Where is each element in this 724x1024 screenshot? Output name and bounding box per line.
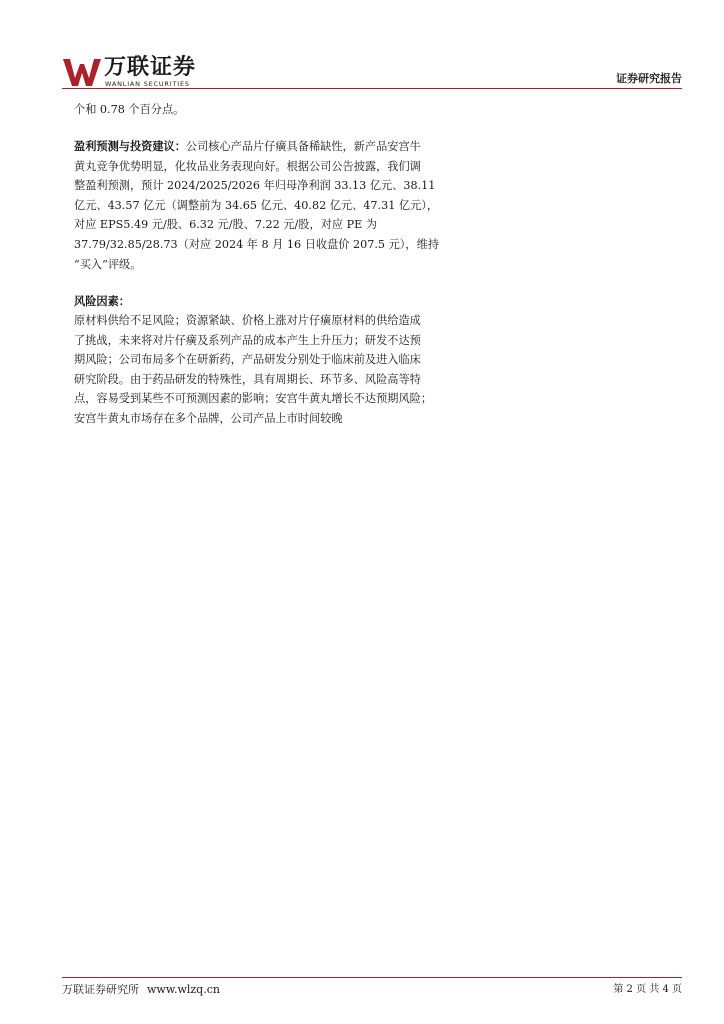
text-line: 安宫牛黄丸市场存在多个品牌，公司产品上市时间较晚	[74, 411, 343, 425]
text-line: 研究阶段。由于药品研发的特殊性，具有周期长、环节多、风险高等特	[74, 372, 421, 386]
footer-website-link[interactable]: www.wlzq.cn	[147, 983, 220, 996]
intro-paragraph	[74, 100, 392, 120]
text-line: 了挑战，未来将对片仔癀及系列产品的成本产生上升压力；研发不达预	[74, 333, 421, 347]
text-line: 期风险；公司布局多个在研新药，产品研发分别处于临床前及进入临床	[74, 353, 421, 367]
text-line: “买入”评级。	[74, 257, 142, 271]
text-line: 个和 0.78 个百分点。	[74, 103, 185, 116]
text-line: 37.79/32.85/28.73（对应 2024 年 8 月 16 日收盘价 207.5 元），维持	[74, 237, 439, 251]
footer-source	[62, 983, 220, 997]
wanlian-logo-icon	[62, 56, 102, 88]
footer-institute: 万联证券研究所	[62, 983, 139, 996]
text-line: 亿元、43.57 亿元（调整前为 34.65 亿元、40.82 亿元、47.31 亿元），	[74, 198, 439, 212]
text-line: 对应 EPS5.49 元/股、6.32 元/股、7.22 元/股，对应 PE 为	[74, 218, 378, 232]
risk-factors-paragraph	[74, 311, 433, 429]
logo-chinese-name: 万联证券	[104, 55, 197, 80]
profit-forecast-heading: 盈利预测与投资建议：	[74, 139, 186, 153]
report-type-label: 证券研究报告	[616, 72, 682, 85]
text-line: 黄丸竞争优势明显，化妆品业务表现向好。根据公司公告披露，我们调	[74, 159, 421, 173]
profit-forecast-paragraph	[74, 137, 439, 274]
header-divider	[62, 88, 682, 89]
page-number: 第 2 页 共 4 页	[613, 984, 682, 995]
text-line: 整盈利预测，预计 2024/2025/2026 年归母净利润 33.13 亿元、38.11	[74, 179, 436, 193]
page-header	[62, 56, 682, 92]
text-line: 原材料供给不足风险；资源紧缺、价格上涨对片仔癀原材料的供给造成	[74, 314, 421, 327]
text-line	[74, 137, 421, 157]
profit-forecast-first-line: 公司核心产品片仔癀具备稀缺性，新产品安宫牛	[185, 140, 421, 153]
risk-factors-heading: 风险因素：	[74, 294, 130, 308]
logo-english-name: WANLIAN SECURITIES	[105, 80, 190, 88]
footer-divider	[62, 977, 682, 978]
text-line: 点，容易受到某些不可预测因素的影响；安宫牛黄丸增长不达预期风险；	[74, 392, 433, 406]
